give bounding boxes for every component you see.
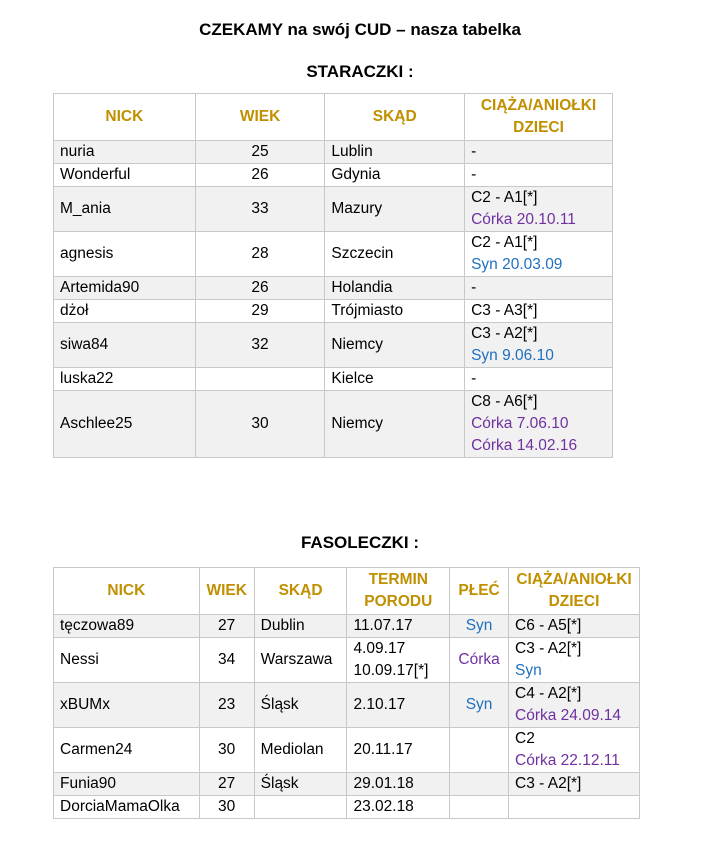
cell-nick: M_ania <box>54 187 196 232</box>
cell-ciaza <box>465 368 613 391</box>
header-ciaza <box>465 94 613 141</box>
cell-wiek: 30 <box>199 796 254 819</box>
child-entry: Córka 7.06.10 <box>471 415 569 432</box>
cell-sklad: Szczecin <box>325 232 465 277</box>
cell-ciaza <box>465 277 613 300</box>
cell-plec <box>450 728 509 773</box>
table-row <box>54 683 640 728</box>
cell-wiek: 26 <box>195 277 325 300</box>
ciaza-text: C3 - A2[*] <box>515 640 582 657</box>
cell-nick: DorciaMamaOlka <box>54 796 200 819</box>
cell-ciaza <box>509 683 640 728</box>
fasoleczki-header-row <box>54 568 640 615</box>
ciaza-text: C8 - A6[*] <box>471 393 538 410</box>
cell-plec: Córka <box>450 638 509 683</box>
child-entry: Syn <box>515 662 542 679</box>
cell-wiek: 27 <box>199 773 254 796</box>
header-sklad: SKĄD <box>254 568 347 615</box>
cell-sklad: Śląsk <box>254 683 347 728</box>
cell-sklad: Gdynia <box>325 164 465 187</box>
cell-sklad: Mazury <box>325 187 465 232</box>
table-row <box>54 728 640 773</box>
cell-wiek: 25 <box>195 141 325 164</box>
ciaza-text: C3 - A2[*] <box>471 325 538 342</box>
ciaza-text: - <box>471 370 477 387</box>
termin-date: 29.01.18 <box>353 775 414 792</box>
cell-ciaza <box>509 615 640 638</box>
table-row <box>54 615 640 638</box>
table-row <box>54 323 613 368</box>
fasoleczki-title: FASOLECZKI : <box>300 533 420 552</box>
cell-ciaza <box>465 164 613 187</box>
cell-sklad: Niemcy <box>325 391 465 458</box>
cell-termin <box>347 796 450 819</box>
ciaza-text: - <box>471 166 477 183</box>
cell-nick: Funia90 <box>54 773 200 796</box>
termin-date: 20.11.17 <box>353 741 413 758</box>
child-entry: Syn 9.06.10 <box>471 347 554 364</box>
cell-nick: Nessi <box>54 638 200 683</box>
cell-ciaza <box>465 323 613 368</box>
cell-wiek: 30 <box>199 728 254 773</box>
cell-ciaza <box>465 300 613 323</box>
table-row <box>54 391 613 458</box>
cell-termin <box>347 728 450 773</box>
staraczki-title: STARACZKI : <box>306 62 414 81</box>
header-nick: NICK <box>54 568 200 615</box>
staraczki-header-row <box>54 94 613 141</box>
header-termin-line1: TERMIN <box>368 571 428 588</box>
cell-plec: Syn <box>450 615 509 638</box>
cell-sklad: Śląsk <box>254 773 347 796</box>
cell-sklad: Holandia <box>325 277 465 300</box>
header-wiek: WIEK <box>199 568 254 615</box>
termin-date: 2.10.17 <box>353 696 406 713</box>
cell-wiek: 32 <box>195 323 325 368</box>
cell-nick: tęczowa89 <box>54 615 200 638</box>
cell-ciaza <box>465 391 613 458</box>
header-termin-line2: PORODU <box>364 593 433 610</box>
header-sklad: SKĄD <box>325 94 465 141</box>
cell-nick: luska22 <box>54 368 196 391</box>
header-wiek: WIEK <box>195 94 325 141</box>
termin-date: 10.09.17[*] <box>353 662 429 679</box>
cell-plec: Syn <box>450 683 509 728</box>
child-entry: Córka 20.10.11 <box>471 211 576 228</box>
cell-termin <box>347 683 450 728</box>
cell-wiek: 27 <box>199 615 254 638</box>
termin-date: 11.07.17 <box>353 617 413 634</box>
child-entry: Córka 22.12.11 <box>515 752 620 769</box>
ciaza-text: - <box>471 143 477 160</box>
ciaza-text: C3 - A3[*] <box>471 302 538 319</box>
fasoleczki-table <box>53 567 640 819</box>
cell-nick: Wonderful <box>54 164 196 187</box>
cell-ciaza <box>509 773 640 796</box>
table-row <box>54 368 613 391</box>
cell-nick: dżoł <box>54 300 196 323</box>
table-row <box>54 187 613 232</box>
cell-wiek: 33 <box>195 187 325 232</box>
cell-ciaza <box>465 187 613 232</box>
header-ciaza-line2: DZIECI <box>513 119 564 136</box>
header-ciaza-line2: DZIECI <box>548 593 600 610</box>
cell-sklad: Trójmiasto <box>325 300 465 323</box>
cell-ciaza <box>465 141 613 164</box>
header-plec: PŁEĆ <box>450 568 509 615</box>
cell-sklad: Dublin <box>254 615 347 638</box>
ciaza-text: C3 - A2[*] <box>515 775 582 792</box>
cell-nick: agnesis <box>54 232 196 277</box>
ciaza-text: - <box>471 279 477 296</box>
cell-sklad: Lublin <box>325 141 465 164</box>
cell-wiek: 34 <box>199 638 254 683</box>
cell-plec <box>450 773 509 796</box>
cell-wiek: 30 <box>195 391 325 458</box>
staraczki-table <box>53 93 613 458</box>
cell-plec <box>450 796 509 819</box>
header-ciaza-line1: CIĄŻA/ANIOŁKI <box>516 571 632 588</box>
cell-wiek: 29 <box>195 300 325 323</box>
cell-nick: Carmen24 <box>54 728 200 773</box>
cell-wiek: 28 <box>195 232 325 277</box>
table-row <box>54 796 640 819</box>
cell-nick: xBUMx <box>54 683 200 728</box>
ciaza-text: C2 - A1[*] <box>471 189 538 206</box>
cell-ciaza <box>509 638 640 683</box>
header-termin <box>347 568 450 615</box>
cell-sklad: Mediolan <box>254 728 347 773</box>
cell-wiek: 26 <box>195 164 325 187</box>
ciaza-text: C4 - A2[*] <box>515 685 582 702</box>
termin-date: 4.09.17 <box>353 640 406 657</box>
child-entry: Córka 24.09.14 <box>515 707 622 724</box>
cell-ciaza <box>509 728 640 773</box>
table-row <box>54 773 640 796</box>
table-row <box>54 164 613 187</box>
table-row <box>54 638 640 683</box>
cell-sklad: Kielce <box>325 368 465 391</box>
ciaza-text: C2 - A1[*] <box>471 234 538 251</box>
header-nick: NICK <box>54 94 196 141</box>
cell-ciaza <box>509 796 640 819</box>
child-entry: Syn 20.03.09 <box>471 256 563 273</box>
header-ciaza-line1: CIĄŻA/ANIOŁKI <box>480 97 597 114</box>
table-row <box>54 277 613 300</box>
cell-termin <box>347 615 450 638</box>
cell-wiek: 23 <box>199 683 254 728</box>
cell-sklad: Warszawa <box>254 638 347 683</box>
table-row <box>54 232 613 277</box>
child-entry: Córka 14.02.16 <box>471 437 578 454</box>
cell-nick: Aschlee25 <box>54 391 196 458</box>
cell-sklad <box>254 796 347 819</box>
table-row <box>54 141 613 164</box>
cell-sklad: Niemcy <box>325 323 465 368</box>
cell-nick: Artemida90 <box>54 277 196 300</box>
cell-nick: siwa84 <box>54 323 196 368</box>
document-title: CZEKAMY na swój CUD – nasza tabelka <box>199 20 521 39</box>
cell-termin <box>347 773 450 796</box>
header-ciaza <box>509 568 640 615</box>
cell-ciaza <box>465 232 613 277</box>
cell-termin <box>347 638 450 683</box>
ciaza-text: C6 - A5[*] <box>515 617 582 634</box>
cell-nick: nuria <box>54 141 196 164</box>
cell-wiek <box>195 368 325 391</box>
ciaza-text: C2 <box>515 730 535 747</box>
table-row <box>54 300 613 323</box>
termin-date: 23.02.18 <box>353 798 414 815</box>
